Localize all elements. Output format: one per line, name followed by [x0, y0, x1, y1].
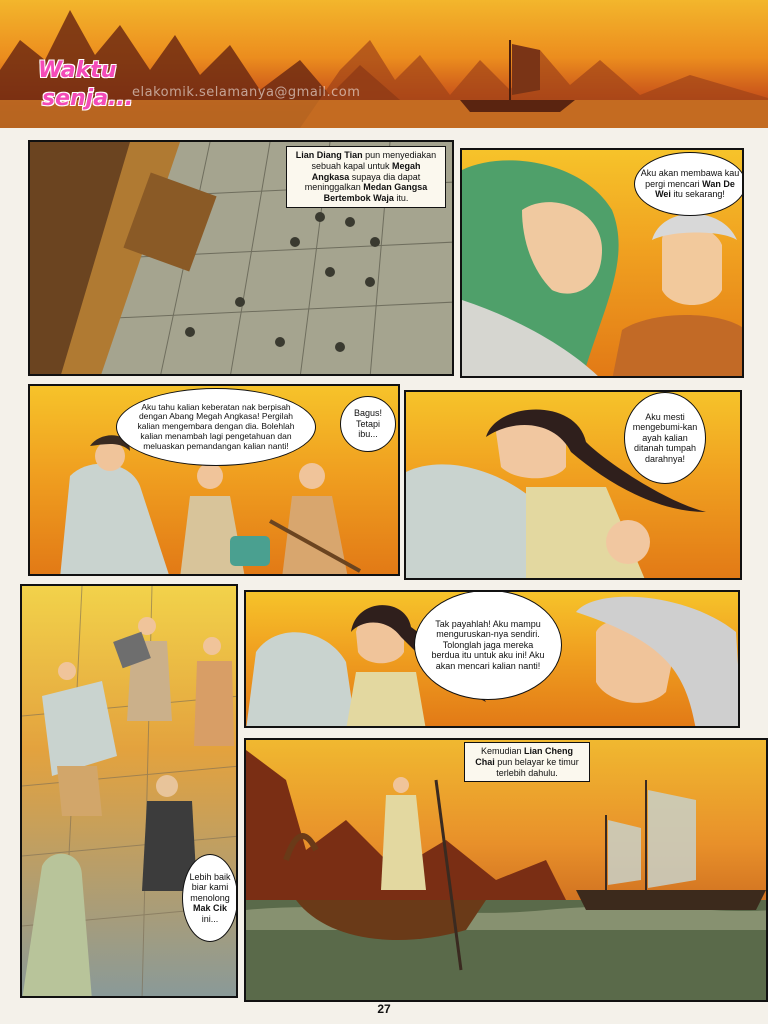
caption-seg: Megah Angkasa: [311, 160, 421, 182]
caption-seg: itu.: [393, 193, 409, 204]
bubble-seg: Lebih baik biar kami menolong: [189, 872, 231, 903]
caption-seg: supaya dia dapat meninggalkan: [304, 171, 421, 193]
panel-5-offer-help: [20, 584, 238, 998]
speech-bubble-offer-help: [182, 854, 238, 942]
bubble-text: Tak payahlah! Aku mampu menguruskan-nya sendiri. Tolonglah jaga mereka berdua itu untuk aku ini! Aku akan mencari kalian nanti!: [431, 619, 545, 671]
page-number: 27: [377, 1002, 391, 1016]
speech-bubble-promise: [634, 152, 744, 216]
caption-seg: Kemudian: [480, 746, 525, 756]
panel-2-farewell-promise: [460, 148, 744, 378]
caption-ship-prepared: [286, 146, 446, 208]
caption-seg: pun menyediakan sebuah kapal untuk: [311, 150, 437, 171]
speech-bubble-refuse: [414, 590, 562, 700]
bubble-seg: Wan De Wei: [655, 178, 735, 200]
caption-sailed-east: [464, 742, 590, 782]
speech-bubble-encourage: [116, 388, 316, 466]
bubble-text: Aku mesti mengebumi-kan ayah kalian ditanah tumpah darahnya!: [632, 412, 698, 464]
bubble-seg: itu sekarang!: [670, 189, 725, 200]
bubble-text: Bagus! Tetapi ibu...: [353, 408, 383, 440]
caption-title-line1: Waktu: [38, 58, 117, 83]
bubble-seg: Aku akan membawa kau pergi mencari: [640, 168, 740, 189]
speech-bubble-burial: [624, 392, 706, 484]
panel-4-burial-vow: [404, 390, 742, 580]
bubble-seg: ini...: [201, 913, 219, 924]
caption-title-line2: senja...: [42, 86, 134, 111]
watermark-email: elakomik.selamanya@gmail.com: [132, 85, 361, 100]
header-banner: [0, 0, 768, 128]
caption-seg: Lian Diang Tian: [295, 150, 363, 160]
caption-seg: Medan Gangsa Bertembok Waja: [323, 182, 428, 204]
panel-3-departure-talk: [28, 384, 400, 576]
panel-7-sailing-east: [244, 738, 768, 1002]
speech-bubble-but-mother: [340, 396, 396, 452]
caption-seg: Lian Cheng Chai: [475, 746, 574, 767]
caption-seg: pun belayar ke timur terlebih dahulu.: [494, 756, 579, 778]
bubble-seg: Mak Cik: [192, 903, 227, 914]
panel-1-courtyard: [28, 140, 454, 376]
panel-6-refusal: [244, 590, 740, 728]
bubble-text: Aku tahu kalian keberatan nak berpisah dengan Abang Megah Angkasa! Pergilah kalian mengembara dengan dia. Bolehlah kalian menambah lagi pengetahuan dan meluaskan pemandangan kalian nanti!: [137, 401, 295, 451]
